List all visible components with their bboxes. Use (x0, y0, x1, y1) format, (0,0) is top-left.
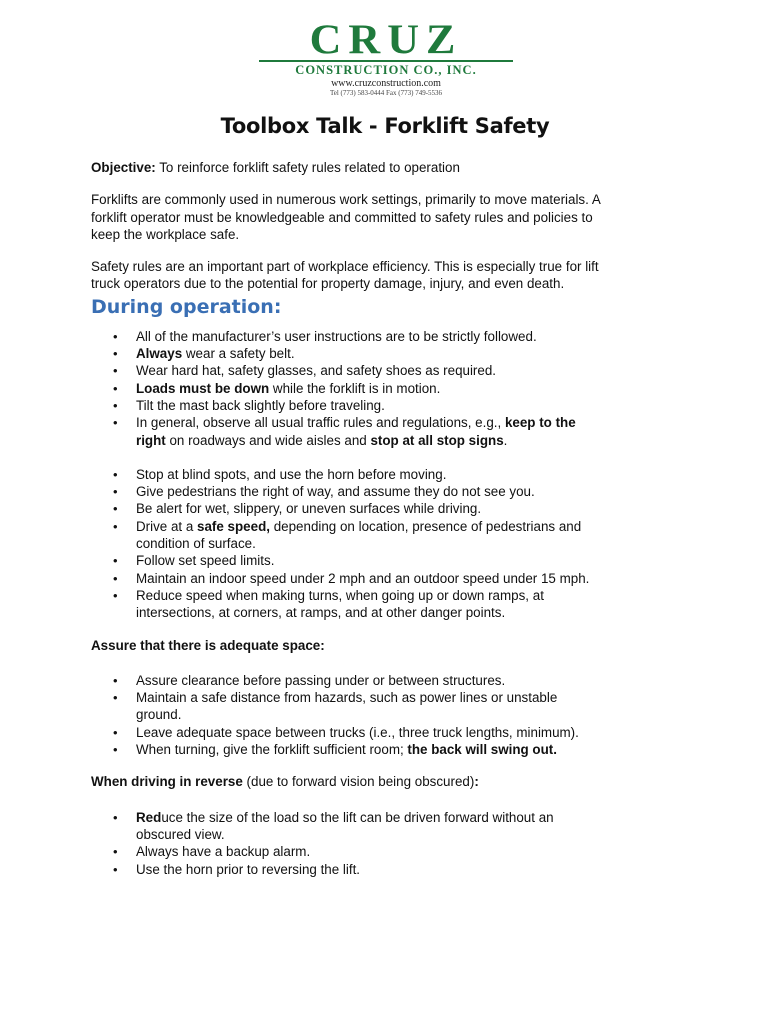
list-item: • Maintain a safe distance from hazards, such as power lines or unstable ground. (91, 689, 601, 724)
list-item: • Follow set speed limits. (91, 552, 601, 569)
list-item: • When turning, give the forklift sufficient room; the back will swing out. (91, 741, 601, 758)
company-logo (255, 16, 517, 97)
list-item: • Maintain an indoor speed under 2 mph and an outdoor speed under 15 mph. (91, 570, 601, 587)
driving-rules-list (91, 466, 601, 622)
list-item: • Give pedestrians the right of way, and assume they do not see you. (91, 483, 601, 500)
list-item: • In general, observe all usual traffic rules and regulations, e.g., keep to the right on roadways and wide aisles and stop at all stop signs. (91, 414, 601, 449)
during-operation-heading: During operation: (91, 295, 282, 318)
list-item: • All of the manufacturer’s user instructions are to be strictly followed. (91, 328, 601, 345)
objective-text: To reinforce forklift safety rules related to operation (155, 160, 460, 175)
adequate-space-heading: Assure that there is adequate space: (91, 637, 325, 653)
list-item: • Wear hard hat, safety glasses, and safety shoes as required. (91, 362, 601, 379)
list-item: • Leave adequate space between trucks (i.e., three truck lengths, minimum). (91, 724, 601, 741)
operation-rules-list (91, 328, 601, 449)
list-item: • Loads must be down while the forklift is in motion. (91, 380, 601, 397)
space-rules-list (91, 672, 601, 758)
logo-wordmark: CRUZ (309, 16, 463, 63)
logo-phone-line: Tel (773) 583-0444 Fax (773) 749-5536 (329, 89, 443, 97)
list-item: • Use the horn prior to reversing the lift. (91, 861, 601, 878)
document-body (91, 159, 601, 878)
list-item: • Reduce speed when making turns, when going up or down ramps, at intersections, at corners, at ramps, and at other danger points. (91, 587, 601, 622)
list-item: • Tilt the mast back slightly before traveling. (91, 397, 601, 414)
objective (91, 159, 601, 176)
list-item: • Drive at a safe speed, depending on location, presence of pedestrians and condition of surface. (91, 518, 601, 553)
reverse-heading: When driving in reverse (due to forward vision being obscured): (91, 774, 479, 790)
intro-paragraph-2: Safety rules are an important part of workplace efficiency. This is especially true for lift truck operators due to the potential for property damage, injury, and even death. (91, 259, 599, 292)
intro-paragraph-1: Forklifts are commonly used in numerous work settings, primarily to move materials. A forklift operator must be knowledgeable and committed to safety rules and policies to keep the workplace safe. (91, 192, 601, 242)
page-title: Toolbox Talk - Forklift Safety (220, 114, 550, 138)
objective-label: Objective: (91, 160, 156, 175)
reverse-rules-list (91, 809, 601, 878)
logo-company-name: CONSTRUCTION CO., INC. (259, 60, 513, 78)
logo-website: www.cruzconstruction.com (331, 78, 441, 89)
list-item: • Assure clearance before passing under or between structures. (91, 672, 601, 689)
list-item: • Stop at blind spots, and use the horn before moving. (91, 466, 601, 483)
list-item: • Reduce the size of the load so the lift can be driven forward without an obscured view. (91, 809, 601, 844)
list-item: • Always wear a safety belt. (91, 345, 601, 362)
list-item: • Always have a backup alarm. (91, 843, 601, 860)
list-item: • Be alert for wet, slippery, or uneven surfaces while driving. (91, 500, 601, 517)
